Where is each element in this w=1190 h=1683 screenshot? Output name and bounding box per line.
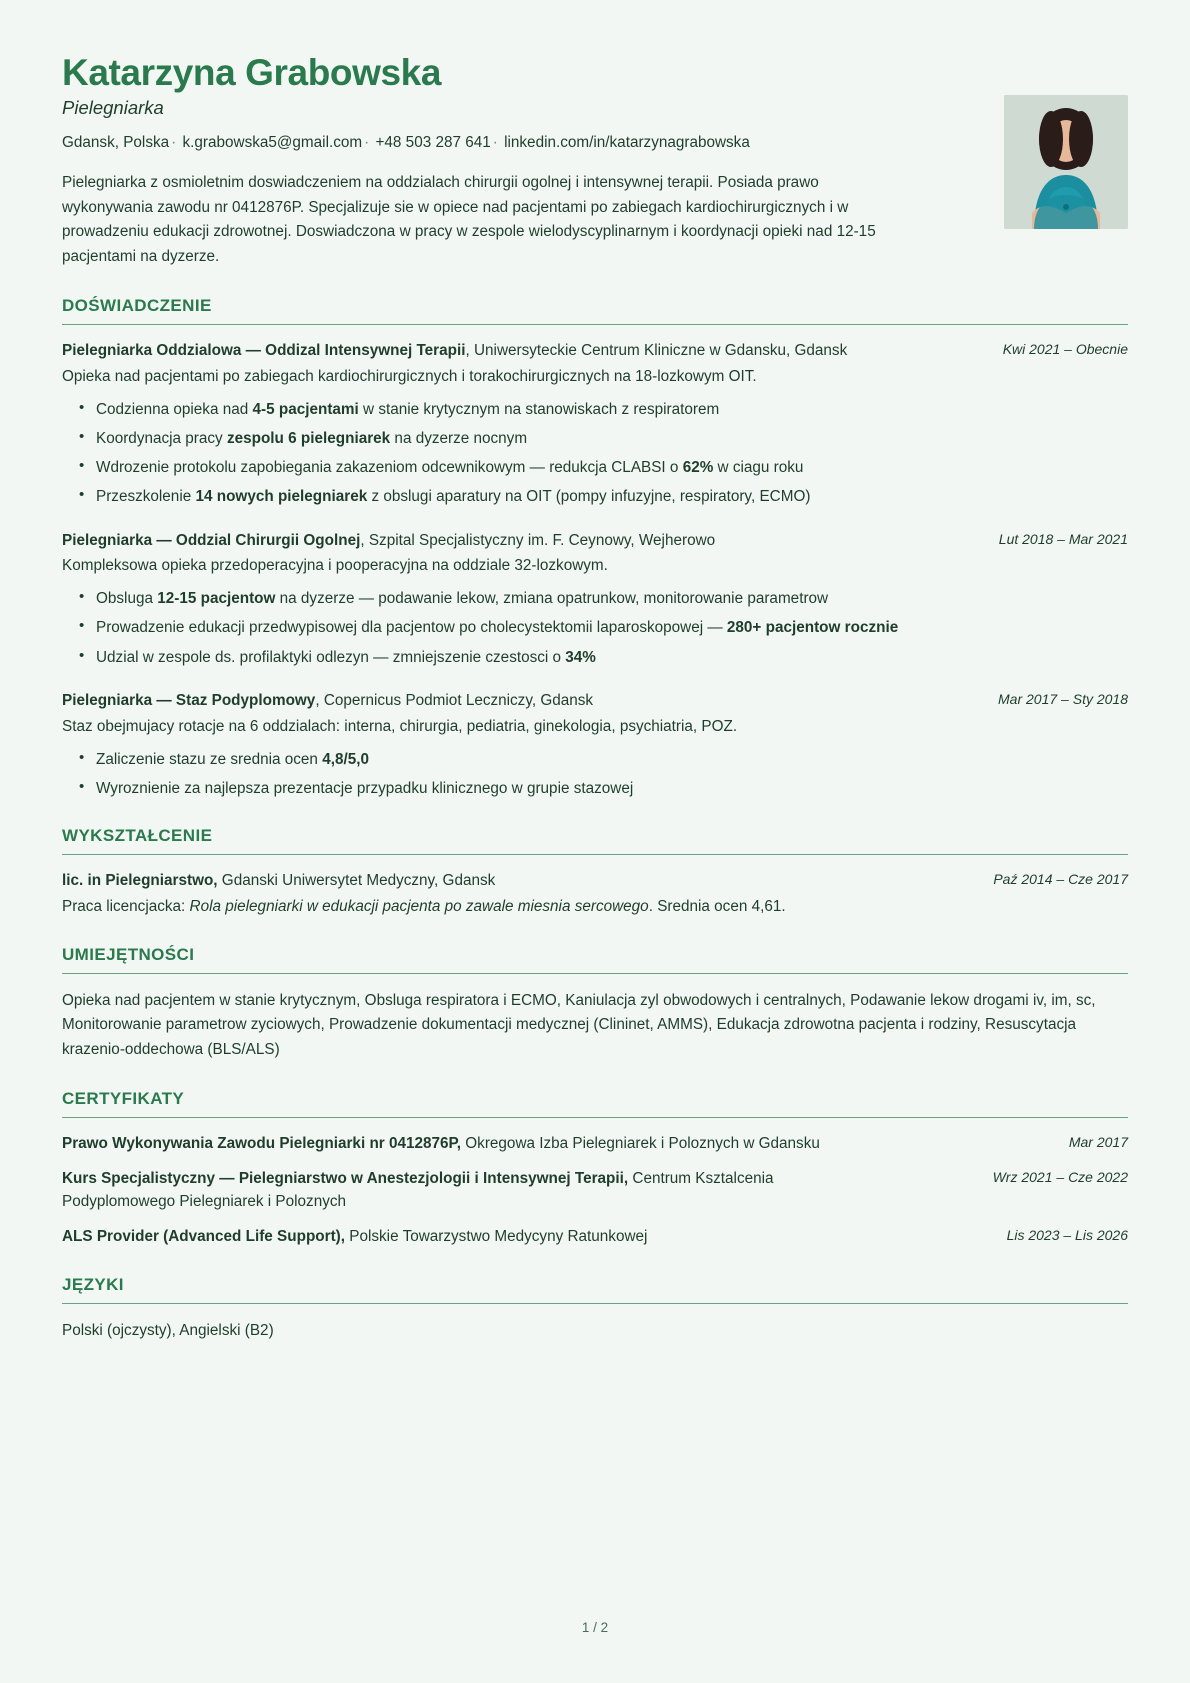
entry-date: Wrz 2021 – Cze 2022	[992, 1168, 1128, 1185]
bullet-pre: Prowadzenie edukacji przedwypisowej dla pacjentow po cholecystektomii laparoskopowej —	[96, 619, 727, 637]
entry-date: Lut 2018 – Mar 2021	[998, 530, 1128, 547]
candidate-role: Pielegniarka	[62, 97, 164, 119]
languages-text: Polski (ojczysty), Angielski (B2)	[62, 1321, 274, 1339]
entry-header-row	[62, 690, 1128, 713]
entry-org: Okregowa Izba Pielegniarek i Poloznych w Gdansku	[461, 1134, 820, 1152]
bullet-post: z obslugi aparatury na OIT (pompy infuzyjne, respiratory, ECMO)	[367, 488, 811, 506]
entry-description: Kompleksowa opieka przedoperacyjna i pooperacyjna na oddziale 32-lozkowym.	[62, 557, 608, 575]
section-title-education: WYKSZTAŁCENIE	[62, 826, 213, 846]
entry-org: , Szpital Specjalistyczny im. F. Ceynowy, Wejherowo	[360, 531, 716, 549]
header-text-block	[62, 52, 907, 270]
section-education	[62, 826, 1128, 919]
entry-header-row	[62, 1133, 1128, 1156]
section-divider	[62, 324, 1128, 325]
entry-header-row	[62, 340, 1128, 363]
section-divider	[62, 1303, 1128, 1304]
bullet-pre: Codzienna opieka nad	[96, 400, 253, 418]
entry-headline	[62, 1133, 1051, 1156]
entry-date: Lis 2023 – Lis 2026	[1006, 1226, 1128, 1243]
list-item	[96, 398, 1128, 421]
entry-date: Mar 2017	[1068, 1133, 1128, 1150]
entry-org: Centrum Ksztalcenia Podyplomowego Pielegniarek i Poloznych	[62, 1169, 774, 1210]
thesis-label: Praca licencjacka:	[62, 897, 190, 915]
page-indicator: 1 / 2	[581, 1620, 609, 1635]
profile-photo	[1004, 95, 1128, 229]
entry-headline	[62, 1168, 882, 1214]
candidate-name: Katarzyna Grabowska	[62, 52, 442, 93]
entry-header-row	[62, 530, 1128, 553]
list-item	[96, 646, 1128, 669]
section-divider	[62, 1117, 1128, 1118]
contact-email[interactable]: k.grabowska5@gmail.com	[182, 133, 363, 151]
list-item	[96, 485, 1128, 508]
entry-title: Kurs Specjalistyczny — Pielegniarstwo w Anestezjologii i Intensywnej Terapii,	[62, 1169, 629, 1187]
thesis-title: Rola pielegniarki w edukacji pacjenta po zawale miesnia sercowego	[189, 897, 649, 915]
entry-bullet-list	[62, 398, 1128, 509]
contact-line	[62, 132, 907, 154]
section-title-languages: JĘZYKI	[62, 1274, 124, 1294]
experience-entry	[62, 340, 1128, 509]
entry-org: Gdanski Uniwersytet Medyczny, Gdansk	[217, 872, 496, 890]
section-divider	[62, 973, 1128, 974]
list-item	[96, 587, 1128, 610]
experience-entry	[62, 530, 1128, 669]
contact-location: Gdansk, Polska	[62, 133, 170, 151]
bullet-post: w stanie krytycznym na stanowiskach z respiratorem	[358, 400, 720, 418]
bullet-pre: Wdrozenie protokolu zapobiegania zakazeniom odcewnikowym — redukcja CLABSI o	[96, 459, 683, 476]
section-divider	[62, 854, 1128, 855]
entry-bullet-list	[62, 587, 1128, 669]
entry-title: lic. in Pielegniarstwo,	[62, 872, 218, 890]
entry-description: Staz obejmujacy rotacje na 6 oddzialach: interna, chirurgia, pediatria, ginekologia, psychiatria, POZ.	[62, 717, 738, 735]
professional-summary: Pielegniarka z osmioletnim doswiadczeniem na oddzialach chirurgii ogolnej i intensywnej terapii. Posiada prawo wykonywania zawodu nr 0412876P. Specjalizuje sie w opiece nad pacjentami po zabiegach kardiochirurgicznych i w prowadzeniu edukacji zdrowotnej. Doswiadczona w pracy w zespole wielodyscyplinarnym i koordynacji opieki nad 12-15 pacjentami na dyzerze.	[62, 173, 876, 266]
certificate-entry	[62, 1168, 1128, 1214]
bullet-pre: Wyroznienie za najlepsza prezentacje przypadku klinicznego w grupie stazowej	[96, 779, 634, 797]
section-title-experience: DOŚWIADCZENIE	[62, 295, 212, 315]
entry-date: Kwi 2021 – Obecnie	[1002, 340, 1128, 357]
entry-description: Opieka nad pacjentami po zabiegach kardiochirurgicznych i torakochirurgicznych na 18-lozkowym OIT.	[62, 367, 757, 385]
entry-title: Pielegniarka — Staz Podyplomowy	[62, 691, 316, 709]
section-experience	[62, 296, 1128, 800]
certificate-entry	[62, 1226, 1128, 1249]
section-skills	[62, 945, 1128, 1063]
entry-header-row	[62, 1226, 1128, 1249]
certificate-entry	[62, 1133, 1128, 1156]
contact-separator-1: ·	[171, 133, 177, 151]
entry-title: Prawo Wykonywania Zawodu Pielegniarki nr 0412876P,	[62, 1134, 462, 1152]
bullet-highlight: 4-5 pacjentami	[252, 400, 359, 418]
bullet-pre: Udzial w zespole ds. profilaktyki odlezyn — zmniejszenie czestosci o	[96, 648, 566, 666]
education-entry	[62, 870, 1128, 919]
entry-date: Paź 2014 – Cze 2017	[993, 871, 1128, 888]
section-title-certificates: CERTYFIKATY	[62, 1088, 185, 1108]
entry-headline	[62, 530, 981, 553]
skills-text: Opieka nad pacjentem w stanie krytycznym, Obsluga respiratora i ECMO, Kaniulacja zyl obwodowych i centralnych, Podawanie lekow drogami iv, im, sc, Monitorowanie parametrow zyciowych, Prowadzenie dokumentacji medycznej (Clininet, AMMS), Edukacja zdrowotna pacjenta i rodziny, Resuscytacja krazenio-oddechowa (BLS/ALS)	[62, 991, 1096, 1059]
thesis-grade: . Srednia ocen 4,61.	[648, 897, 786, 915]
bullet-highlight: 34%	[565, 648, 596, 666]
entry-title: Pielegniarka Oddzialowa — Oddizal Intensywnej Terapii	[62, 341, 466, 359]
bullet-highlight: 12-15 pacjentow	[157, 590, 276, 608]
bullet-pre: Koordynacja pracy	[96, 429, 227, 447]
entry-header-row	[62, 870, 1128, 893]
entry-org: , Copernicus Podmiot Leczniczy, Gdansk	[315, 691, 594, 709]
contact-separator-2: ·	[364, 133, 370, 151]
bullet-pre: Obsluga	[96, 590, 158, 608]
section-certificates	[62, 1089, 1128, 1249]
bullet-highlight: 62%	[682, 459, 714, 476]
entry-org: Polskie Towarzystwo Medycyny Ratunkowej	[345, 1227, 648, 1245]
list-item	[96, 456, 1128, 479]
bullet-highlight: 4,8/5,0	[322, 750, 369, 768]
contact-separator-3: ·	[492, 133, 498, 151]
entry-header-row	[62, 1168, 1128, 1214]
bullet-pre: Przeszkolenie	[96, 488, 196, 506]
resume-header	[62, 52, 1128, 270]
entry-title: ALS Provider (Advanced Life Support),	[62, 1227, 346, 1245]
entry-bullet-list	[62, 748, 1128, 801]
section-title-skills: UMIEJĘTNOŚCI	[62, 944, 195, 964]
bullet-highlight: zespolu 6 pielegniarek	[226, 429, 391, 447]
list-item	[96, 748, 1128, 771]
entry-headline	[62, 340, 985, 363]
bullet-highlight: 280+ pacjentow rocznie	[726, 619, 899, 637]
bullet-post: w ciagu roku	[713, 459, 804, 476]
experience-entry	[62, 690, 1128, 800]
bullet-highlight: 14 nowych pielegniarek	[195, 488, 368, 506]
section-languages	[62, 1275, 1128, 1344]
entry-org: , Uniwersyteckie Centrum Kliniczne w Gdansku, Gdansk	[465, 341, 848, 359]
list-item	[96, 616, 1128, 639]
bullet-post: na dyzerze nocnym	[390, 429, 528, 447]
bullet-post: na dyzerze — podawanie lekow, zmiana opatrunkow, monitorowanie parametrow	[275, 590, 829, 608]
list-item	[96, 777, 1128, 800]
contact-linkedin[interactable]: linkedin.com/in/katarzynagrabowska	[504, 133, 750, 151]
entry-date: Mar 2017 – Sty 2018	[998, 690, 1128, 707]
bullet-pre: Zaliczenie stazu ze srednia ocen	[96, 750, 323, 768]
list-item	[96, 427, 1128, 450]
entry-title: Pielegniarka — Oddzial Chirurgii Ogolnej	[62, 531, 361, 549]
contact-phone[interactable]: +48 503 287 641	[375, 133, 491, 151]
entry-headline	[62, 690, 980, 713]
entry-headline	[62, 870, 975, 893]
entry-headline	[62, 1226, 989, 1249]
entry-description	[62, 895, 1128, 919]
